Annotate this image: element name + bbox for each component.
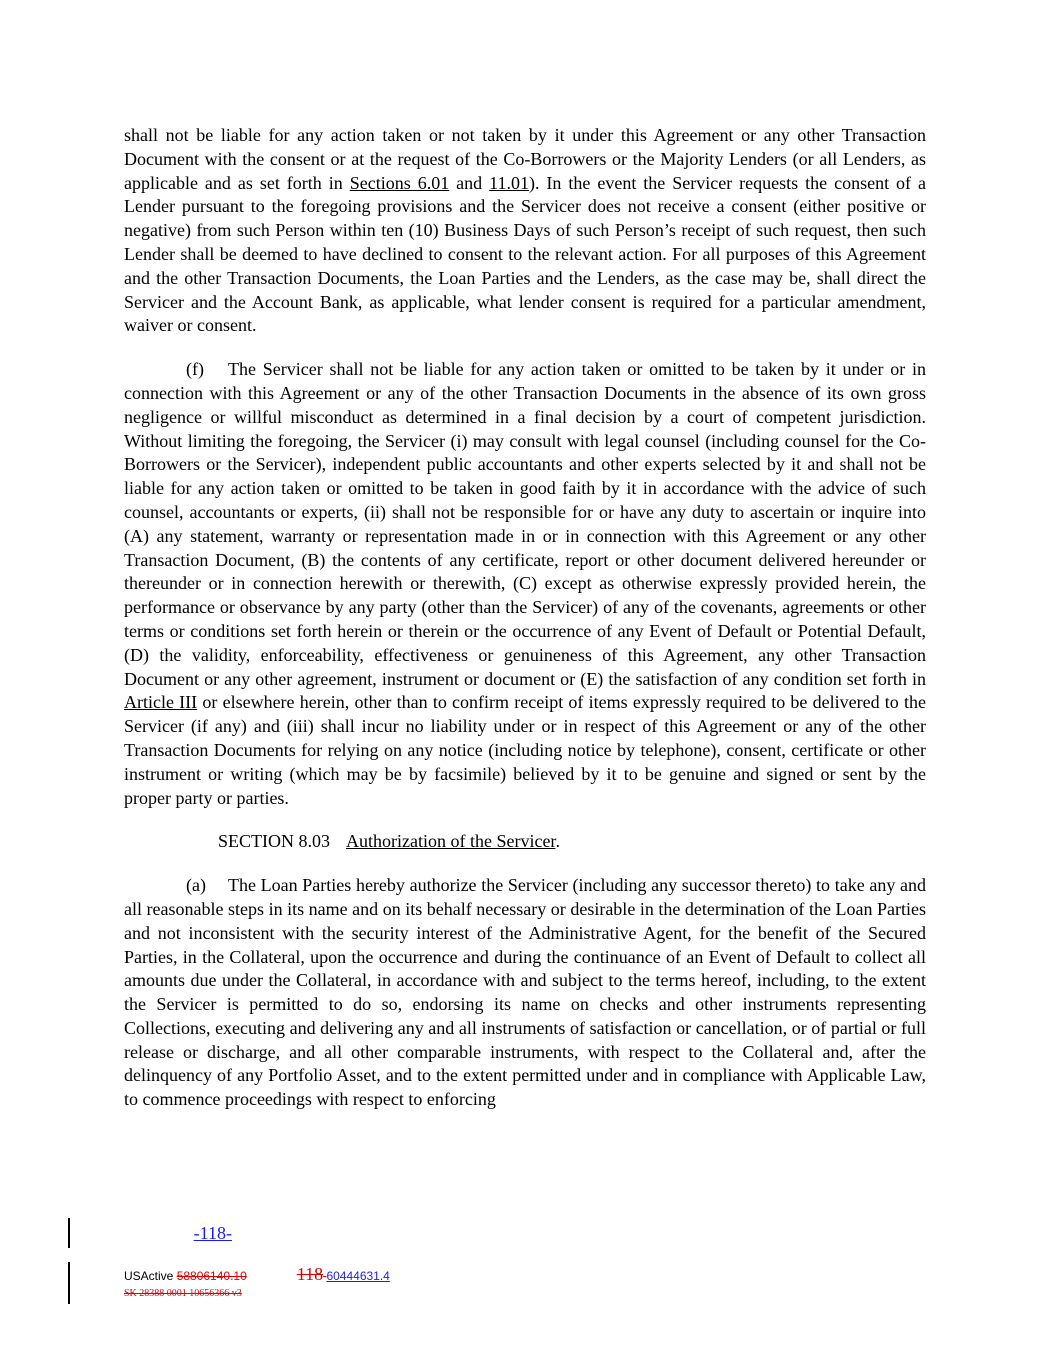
section-reference-link: Sections 6.01 bbox=[349, 172, 450, 193]
section-reference-link: 11.01 bbox=[489, 172, 529, 193]
section-title: Authorization of the Servicer bbox=[346, 831, 556, 852]
article-reference-link: Article III bbox=[124, 692, 198, 713]
section-heading: SECTION 8.03 Authorization of the Servicer. bbox=[124, 830, 926, 854]
deleted-doc-id: 58806140.10 bbox=[176, 1269, 247, 1283]
change-bar bbox=[68, 1218, 70, 1248]
paragraph-label: (f) bbox=[186, 359, 204, 380]
inserted-doc-id: 60444631.4 bbox=[326, 1269, 390, 1283]
doc-id-footer: USActive 58806140.10 118 60444631.4 bbox=[124, 1264, 390, 1284]
deleted-reference: SK 28388 0001 10656366 v3 bbox=[124, 1288, 242, 1299]
deleted-page-number: 118 bbox=[296, 1264, 324, 1284]
page-number: -118- bbox=[193, 1223, 232, 1243]
paragraph-continuation: shall not be liable for any action taken or not taken by it under this Agreement or any other Transaction Document with the consent or at the request of the Co-Borrowers or the Majority Lenders (or all Lenders, as applicable and as set forth in Sections 6.01 and 11.01). In the event the Servicer requests the consent of a Lender pursuant to the foregoing provisions and the Servicer does not receive a consent (either positive or negative) from such Person within ten (10) Business Days of such Person’s receipt of such request, then such Lender shall be deemed to have declined to consent to the relevant action. For all purposes of this Agreement and the other Transaction Documents, the Loan Parties and the Lenders, as the case may be, shall direct the Servicer and the Account Bank, as applicable, what lender consent is required for a particular amendment, waiver or consent. bbox=[124, 125, 926, 336]
paragraph-a: (a) The Loan Parties hereby authorize the Servicer (including any successor thereto) to take any and all reasonable steps in its name and on its behalf necessary or desirable in the determination of the Loan Parties and not inconsistent with the security interest of the Administrative Agent, for the benefit of the Secured Parties, in the Collateral, upon the occurrence and during the continuance of an Event of Default to collect all amounts due under the Collateral, in accordance with and subject to the terms hereof, including, to the extent the Servicer is permitted to do so, endorsing its name on checks and other instruments representing Collections, executing and delivering any and all instruments of satisfaction or cancellation, or of partial or full release or discharge, and all other comparable instruments, with respect to the Collateral and, after the delinquency of any Portfolio Asset, and to the extent permitted under and in compliance with Applicable Law, to commence proceedings with respect to enforcing bbox=[124, 875, 926, 1110]
paragraph-label: (a) bbox=[186, 875, 206, 896]
change-bar bbox=[68, 1262, 70, 1304]
document-body bbox=[124, 124, 926, 1132]
paragraph-f: (f) The Servicer shall not be liable for any action taken or omitted to be taken by it under or in connection with this Agreement or any of the other Transaction Documents in the absence of its own gross negligence or willful misconduct as determined in a final decision by a court of competent jurisdiction. Without limiting the foregoing, the Servicer (i) may consult with legal counsel (including counsel for the Co-Borrowers or the Servicer), independent public accountants and other experts selected by it and shall not be liable for any action taken or omitted to be taken in good faith by it in accordance with the advice of such counsel, accountants or experts, (ii) shall not be responsible for or have any duty to ascertain or inquire into (A) any statement, warranty or representation made in or in connection with this Agreement or any other Transaction Document, (B) the contents of any certificate, report or other document delivered hereunder or thereunder or in connection herewith or therewith, (C) except as otherwise expressly provided herein, the performance or observance by any party (other than the Servicer) of any of the covenants, agreements or other terms or conditions set forth herein or therein or the occurrence of any Event of Default or Potential Default, (D) the validity, enforceability, effectiveness or genuineness of this Agreement, any other Transaction Document or any other agreement, instrument or document or (E) the satisfaction of any condition set forth in Article III or elsewhere herein, other than to confirm receipt of items expressly required to be delivered to the Servicer (if any) and (iii) shall incur no liability under or in respect of this Agreement or any of the other Transaction Documents for relying on any notice (including notice by telephone), consent, certificate or other instrument or writing (which may be by facsimile) believed by it to be genuine and signed or sent by the proper party or parties. bbox=[124, 359, 926, 808]
section-number: SECTION 8.03 bbox=[218, 831, 330, 852]
